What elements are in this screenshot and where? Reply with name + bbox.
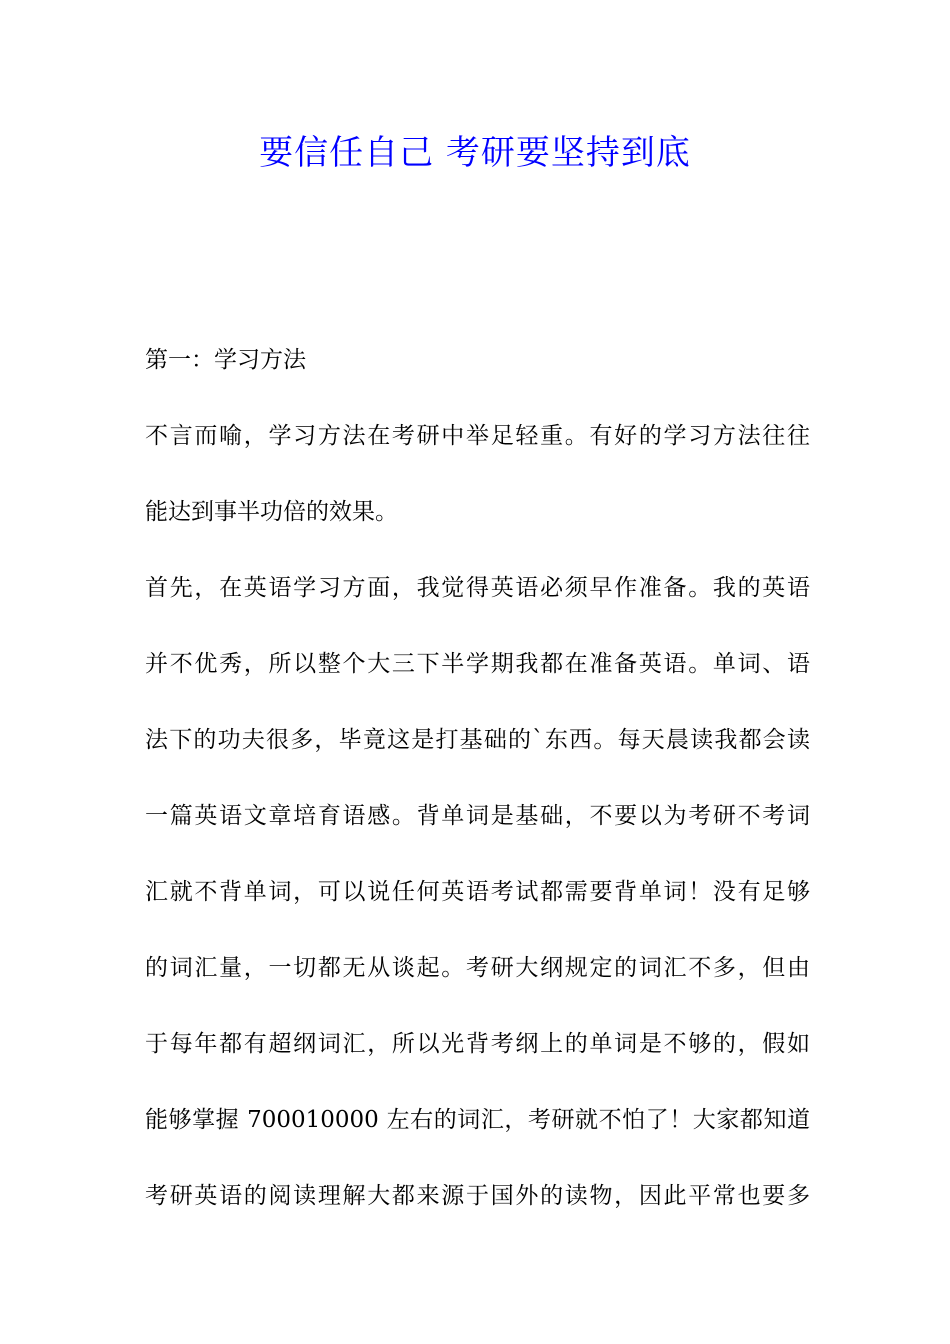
paragraph-line: 并不优秀，所以整个大三下半学期我都在准备英语。单词、语 [145, 651, 810, 677]
paragraph-line: 于每年都有超纲词汇，所以光背考纲上的单词是不够的，假如 [145, 1031, 810, 1057]
paragraph-line: 首先，在英语学习方面，我觉得英语必须早作准备。我的英语 [145, 575, 810, 601]
section-heading: 第一：学习方法 [145, 347, 306, 373]
document-title: 要信任自己 考研要坚持到底 [259, 133, 691, 173]
paragraph-line: 不言而喻，学习方法在考研中举足轻重。有好的学习方法往往 [145, 423, 810, 449]
paragraph-line: 的词汇量，一切都无从谈起。考研大纲规定的词汇不多，但由 [145, 955, 810, 981]
paragraph-line: 能达到事半功倍的效果。 [145, 499, 398, 525]
paragraph-line: 考研英语的阅读理解大都来源于国外的读物，因此平常也要多 [145, 1183, 810, 1209]
document-body [145, 322, 810, 1234]
paragraph-line: 法下的功夫很多，毕竟这是打基础的`东西。每天晨读我都会读 [145, 727, 810, 753]
paragraph-line: 能够掌握 700010000 左右的词汇，考研就不怕了！大家都知道 [145, 1107, 810, 1133]
paragraph-line: 汇就不背单词，可以说任何英语考试都需要背单词！没有足够 [145, 879, 810, 905]
paragraph-line: 一篇英语文章培育语感。背单词是基础，不要以为考研不考词 [145, 803, 810, 829]
